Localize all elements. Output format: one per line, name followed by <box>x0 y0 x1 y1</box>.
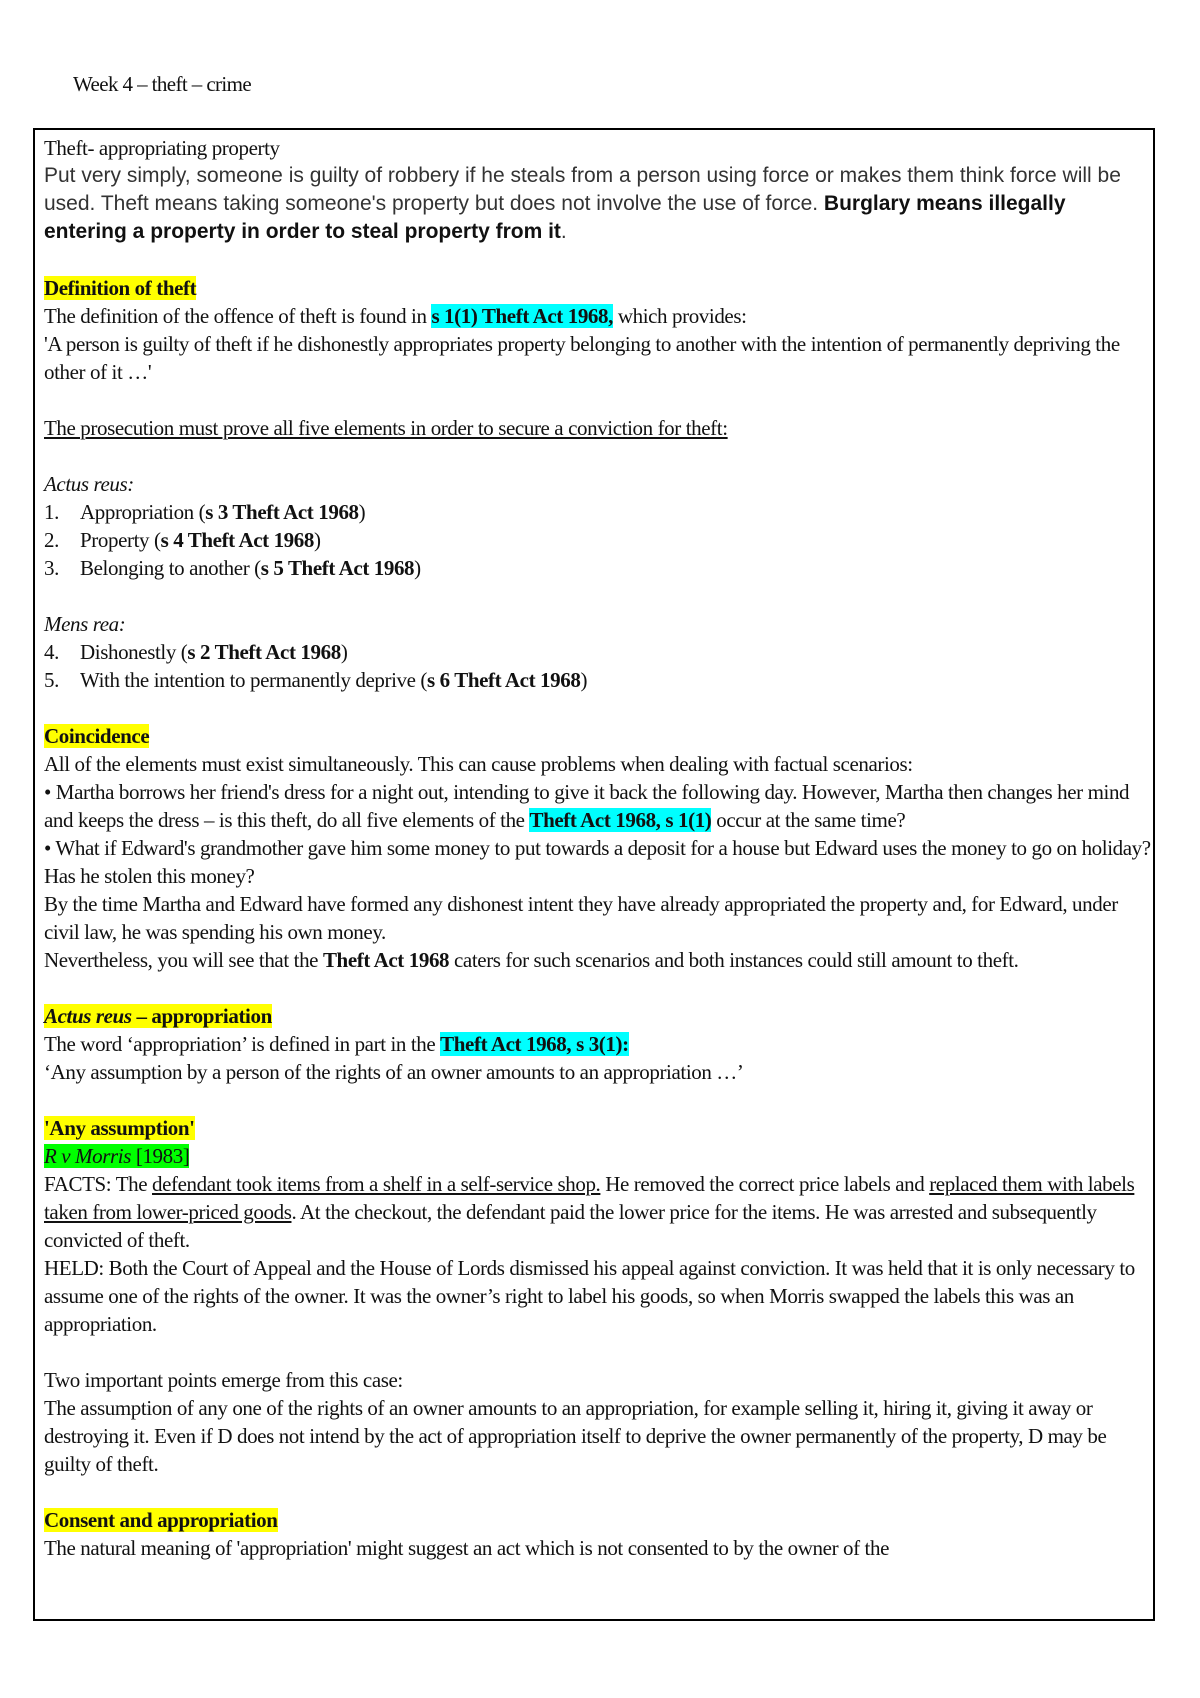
prosecution-statement: The prosecution must prove all five elements in order to secure a conviction for theft: <box>44 416 728 440</box>
mens-rea-label: Mens rea: <box>44 612 126 636</box>
statute-citation: s 1(1) Theft Act 1968, <box>431 304 613 328</box>
definition-heading: Definition of theft <box>44 276 197 300</box>
case-name: R v Morris [1983] <box>44 1144 190 1168</box>
coincidence-paragraph: All of the elements must exist simultaneously. This can cause problems when dealing with factual scenarios: <box>44 752 913 776</box>
coincidence-analysis: By the time Martha and Edward have formed any dishonest intent they have already appropriated the property and, for Edward, under civil law, he was spending his own money. <box>44 892 1118 944</box>
list-item: 4. Dishonestly (s 2 Theft Act 1968) <box>44 640 348 664</box>
points-intro: Two important points emerge from this case: <box>44 1368 403 1392</box>
list-item: 5. With the intention to permanently deprive (s 6 Theft Act 1968) <box>44 668 588 692</box>
list-item: 2. Property (s 4 Theft Act 1968) <box>44 528 321 552</box>
any-assumption-heading: 'Any assumption' <box>44 1116 195 1140</box>
coincidence-heading: Coincidence <box>44 724 150 748</box>
list-item: 3. Belonging to another (s 5 Theft Act 1968) <box>44 556 421 580</box>
actus-reus-label: Actus reus: <box>44 472 134 496</box>
appropriation-definition: The word ‘appropriation’ is defined in part in the Theft Act 1968, s 3(1): <box>44 1032 629 1056</box>
statute-citation: Theft Act 1968, s 3(1): <box>440 1032 629 1056</box>
intro-paragraph: Put very simply, someone is guilty of robbery if he steals from a person using force or makes them think force will be used. Theft means taking someone's property but does not involve the use of force. Burglary means illegally entering a property in order to steal property from it. <box>44 164 1121 243</box>
page-title: Week 4 – theft – crime <box>73 72 252 96</box>
edward-example: • What if Edward's grandmother gave him some money to put towards a deposit for a house but Edward uses the money to go on holiday? Has he stolen this money? <box>44 836 1151 888</box>
consent-heading: Consent and appropriation <box>44 1508 278 1532</box>
coincidence-conclusion: Nevertheless, you will see that the Theft Act 1968 caters for such scenarios and both instances could still amount to theft. <box>44 948 1019 972</box>
definition-quote: 'A person is guilty of theft if he dishonestly appropriates property belonging to another with the intention of permanently depriving the other of it …' <box>44 332 1120 384</box>
intro-heading: Theft- appropriating property <box>44 136 280 160</box>
list-item: 1. Appropriation (s 3 Theft Act 1968) <box>44 500 366 524</box>
case-facts: FACTS: The defendant took items from a shelf in a self-service shop. He removed the correct price labels and replaced them with labels taken from lower-priced goods. At the checkout, the defendant paid the lower price for the items. He was arrested and subsequently convicted of theft. <box>44 1172 1135 1252</box>
points-text: The assumption of any one of the rights of an owner amounts to an appropriation, for example selling it, hiring it, giving it away or destroying it. Even if D does not intend by the act of appropriation itself to deprive the owner permanently of the property, D may be guilty of theft. <box>44 1396 1107 1476</box>
case-held: HELD: Both the Court of Appeal and the House of Lords dismissed his appeal against conviction. It was held that it is only necessary to assume one of the rights of the owner. It was the owner’s right to label his goods, so when Morris swapped the labels this was an appropriation. <box>44 1256 1135 1336</box>
burglary-definition: Burglary means illegally entering a property in order to steal property from it <box>44 192 1066 243</box>
notes-box <box>33 128 1155 1621</box>
appropriation-quote: ‘Any assumption by a person of the rights of an owner amounts to an appropriation …’ <box>44 1060 744 1084</box>
martha-example: • Martha borrows her friend's dress for a night out, intending to give it back the following day. However, Martha then changes her mind and keeps the dress – is this theft, do all five elements of the Theft Act 1968, s 1(1) occur at the same time? <box>44 780 1130 832</box>
definition-text: The definition of the offence of theft is found in s 1(1) Theft Act 1968, which provides: <box>44 304 747 328</box>
consent-text: The natural meaning of 'appropriation' might suggest an act which is not consented to by the owner of the <box>44 1536 890 1560</box>
appropriation-heading: Actus reus – appropriation <box>44 1004 272 1028</box>
statute-citation: Theft Act 1968, s 1(1) <box>529 808 712 832</box>
